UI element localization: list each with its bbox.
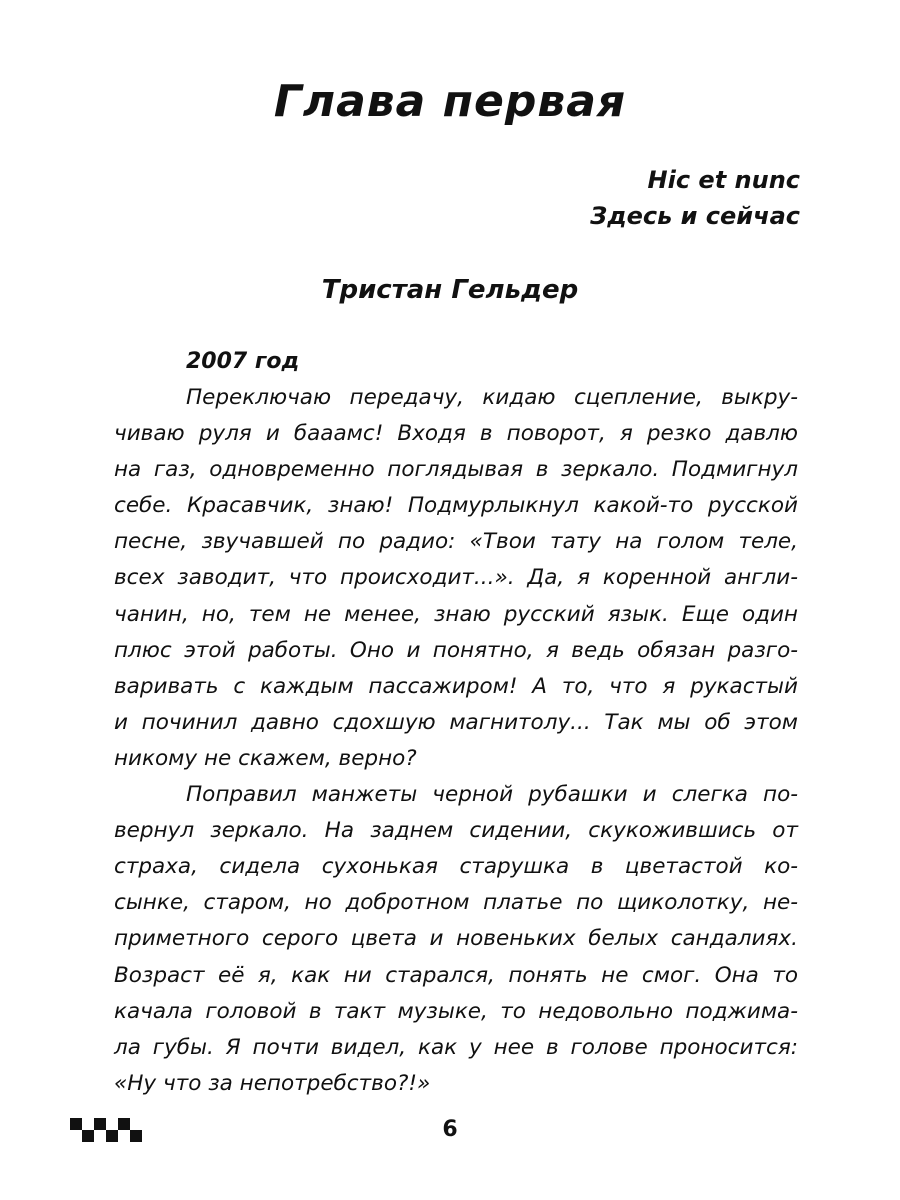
text-line: Возраст её я, как ни старался, понять не смог. Она то <box>114 962 798 988</box>
text-line: никому не скажем, верно? <box>114 745 417 771</box>
text-line: всех заводит, что происходит...». Да, я коренной англи- <box>114 565 798 591</box>
text-line: Переключаю передачу, кидаю сцепление, выкру- <box>186 385 798 410</box>
paragraph-1 <box>114 380 798 777</box>
section-year: 2007 год <box>186 349 300 374</box>
text-line: чанин, но, тем не менее, знаю русский язык. Еще один <box>114 601 798 627</box>
page-footer <box>0 1110 900 1150</box>
text-line: чиваю руля и бааамс! Входя в поворот, я резко давлю <box>114 421 798 447</box>
text-line: и починил давно сдохшую магнитолу... Так мы об этом <box>114 709 798 735</box>
epigraph-latin: Hic et nunc <box>647 166 800 194</box>
text-line: «Ну что за непотребство?!» <box>114 1070 431 1096</box>
text-line: плюс этой работы. Оно и понятно, я ведь обязан разго- <box>114 637 798 663</box>
text-line: сынке, старом, но добротном платье по щиколотку, не- <box>114 890 798 916</box>
text-line: Поправил манжеты черной рубашки и слегка по- <box>186 782 798 808</box>
text-line: страха, сидела сухонькая старушка в цветастой ко- <box>114 854 798 880</box>
body-text <box>114 380 798 1102</box>
text-line: песне, звучавшей по радио: «Твои тату на голом теле, <box>114 529 798 555</box>
paragraph-2 <box>114 777 798 1102</box>
epigraph-translation: Здесь и сейчас <box>590 202 800 230</box>
text-line: себе. Красавчик, знаю! Подмурлыкнул какой-то русской <box>114 493 798 519</box>
epigraph <box>590 162 800 234</box>
text-line: на газ, одновременно поглядывая в зеркало. Подмигнул <box>114 457 798 483</box>
text-line: вернул зеркало. На заднем сидении, скукожившись от <box>114 818 798 844</box>
page-number: 6 <box>442 1117 458 1142</box>
section-author: Тристан Гельдер <box>321 275 579 305</box>
text-line: качала головой в такт музыке, то недовольно поджима- <box>114 998 798 1024</box>
text-line: варивать с каждым пассажиром! А то, что я рукастый <box>114 673 798 699</box>
text-line: приметного серого цвета и новеньких белых сандалиях. <box>114 926 798 952</box>
text-line: ла губы. Я почти видел, как у нее в голове проносится: <box>114 1034 798 1060</box>
chapter-title: Глава первая <box>273 76 627 127</box>
